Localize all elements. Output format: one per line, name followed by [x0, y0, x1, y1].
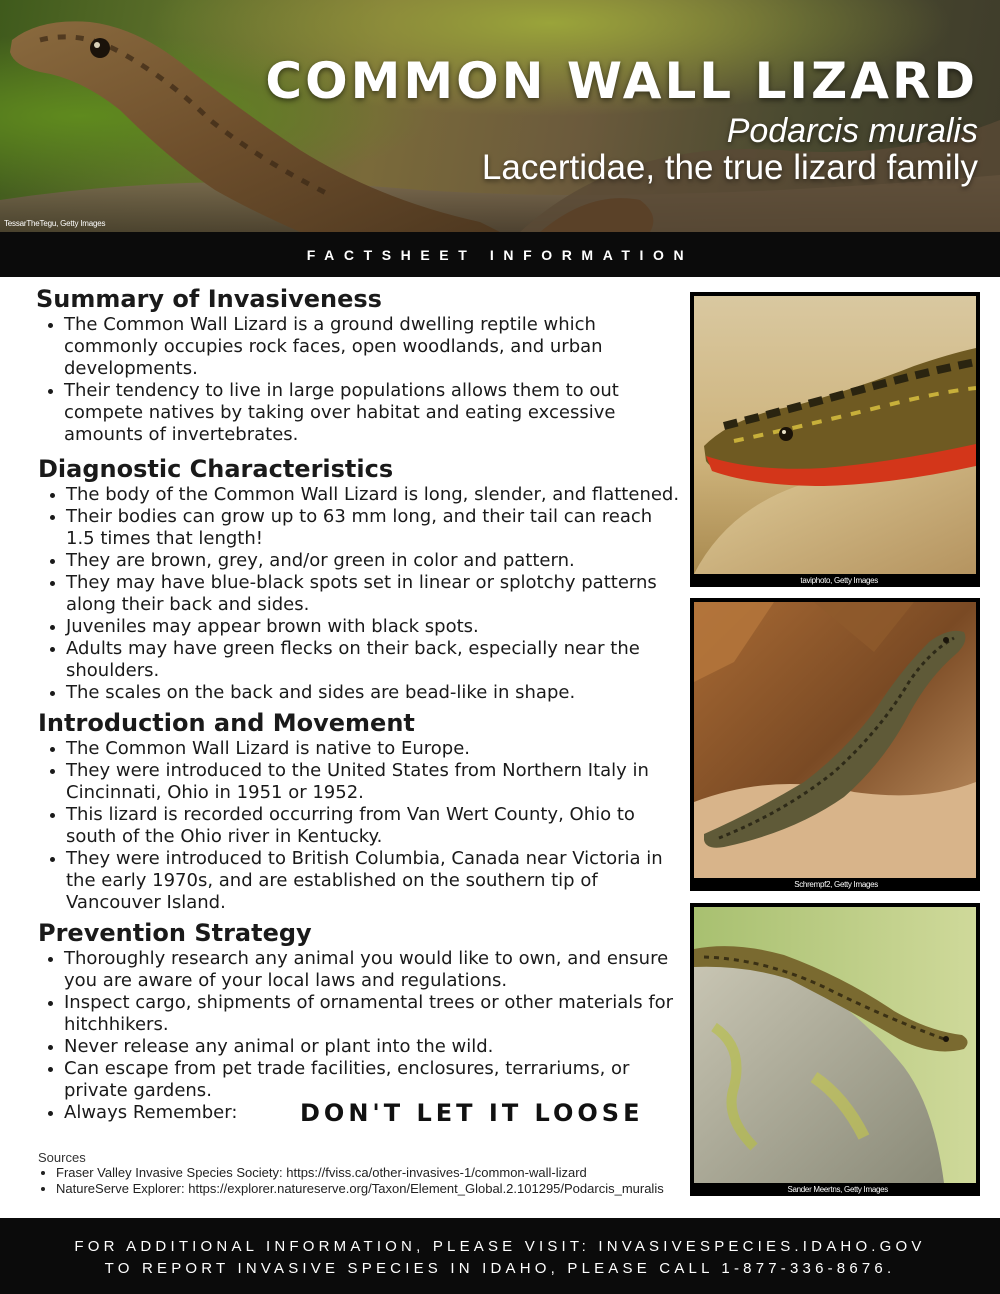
photo-credit: Sander Meertns, Getty Images	[787, 1185, 888, 1194]
photo-lizard-ground	[690, 598, 980, 891]
list-item: • Can escape from pet trade facilities, enclosures, terrariums, or private gardens.	[64, 1058, 684, 1102]
list-item: • Inspect cargo, shipments of ornamental trees or other materials for hitchhikers.	[64, 992, 684, 1036]
list-item: • They were introduced to British Columbia, Canada near Victoria in the early 1970s, and are established on the southern tip of Vancouver Island.	[66, 848, 684, 914]
factsheet-banner	[0, 232, 1000, 277]
list-item: • The Common Wall Lizard is a ground dwelling reptile which commonly occupies rock faces, open woodlands, and urban developments.	[64, 314, 684, 380]
factsheet-banner-label: FACTSHEET INFORMATION	[306, 246, 694, 263]
list-item: • They may have blue-black spots set in linear or splotchy patterns along their back and sides.	[66, 572, 684, 616]
list-item: • Their tendency to live in large populations allows them to out compete natives by taking over habitat and eating excessive amounts of invertebrates.	[64, 380, 684, 446]
list-item: • The body of the Common Wall Lizard is long, slender, and flattened.	[66, 484, 684, 506]
footer	[0, 1218, 1000, 1294]
section-introduction	[34, 708, 684, 914]
lizard-photo-3	[694, 907, 976, 1183]
bullet-list	[34, 484, 684, 704]
list-item: • They were introduced to the United States from Northern Italy in Cincinnati, Ohio in 1951 or 1952.	[66, 760, 684, 804]
slogan: DON'T LET IT LOOSE	[300, 1099, 644, 1127]
hero-banner	[0, 0, 1000, 232]
section-heading: Introduction and Movement	[38, 709, 415, 737]
hero-photo-credit: TessarTheTegu, Getty Images	[4, 219, 106, 228]
list-item: • The scales on the back and sides are bead-like in shape.	[66, 682, 684, 704]
sources-list	[38, 1165, 678, 1197]
section-diagnostic	[34, 454, 684, 704]
list-item: • Never release any animal or plant into the wild.	[64, 1036, 684, 1058]
photo-lizard-red	[690, 292, 980, 587]
lizard-photo-1	[694, 296, 976, 574]
footer-website-line[interactable]: FOR ADDITIONAL INFORMATION, PLEASE VISIT: INVASIVESPECIES.IDAHO.GOV	[74, 1238, 926, 1255]
source-item[interactable]: • Fraser Valley Invasive Species Society: https://fviss.ca/other-invasives-1/common-wall-lizard	[56, 1165, 678, 1181]
section-heading: Prevention Strategy	[38, 919, 312, 947]
section-summary	[34, 284, 684, 446]
scientific-name: Podarcis muralis	[726, 112, 978, 150]
sources-label: Sources	[38, 1150, 86, 1165]
list-item: • The Common Wall Lizard is native to Europe.	[66, 738, 684, 760]
remember-label: Always Remember:	[64, 1102, 238, 1123]
bullet-list	[34, 948, 684, 1127]
photo-credit: taviphoto, Getty Images	[800, 576, 878, 585]
photo-credit: Schrempf2, Getty Images	[794, 880, 878, 889]
main-content	[34, 284, 684, 1128]
list-item: • They are brown, grey, and/or green in color and pattern.	[66, 550, 684, 572]
list-item: • Adults may have green flecks on their back, especially near the shoulders.	[66, 638, 684, 682]
sources	[38, 1150, 678, 1197]
page-title: COMMON WALL LIZARD	[265, 52, 978, 110]
list-item-remember	[64, 1099, 684, 1127]
bullet-list	[34, 314, 684, 446]
section-prevention	[34, 918, 684, 1127]
family-name: Lacertidae, the true lizard family	[481, 148, 978, 187]
list-item: • Their bodies can grow up to 63 mm long, and their tail can reach 1.5 times that length!	[66, 506, 684, 550]
section-heading: Diagnostic Characteristics	[38, 455, 394, 483]
photo-lizard-rock	[690, 903, 980, 1196]
footer-phone-line[interactable]: TO REPORT INVASIVE SPECIES IN IDAHO, PLEASE CALL 1-877-336-8676.	[104, 1260, 896, 1277]
source-item[interactable]: • NatureServe Explorer: https://explorer.natureserve.org/Taxon/Element_Global.2.101295/Podarcis_muralis	[56, 1181, 678, 1197]
section-heading: Summary of Invasiveness	[36, 285, 382, 313]
list-item: • Juveniles may appear brown with black spots.	[66, 616, 684, 638]
list-item: • Thoroughly research any animal you would like to own, and ensure you are aware of your local laws and regulations.	[64, 948, 684, 992]
lizard-photo-2	[694, 602, 976, 878]
bullet-list	[34, 738, 684, 914]
list-item: • This lizard is recorded occurring from Van Wert County, Ohio to south of the Ohio river in Kentucky.	[66, 804, 684, 848]
